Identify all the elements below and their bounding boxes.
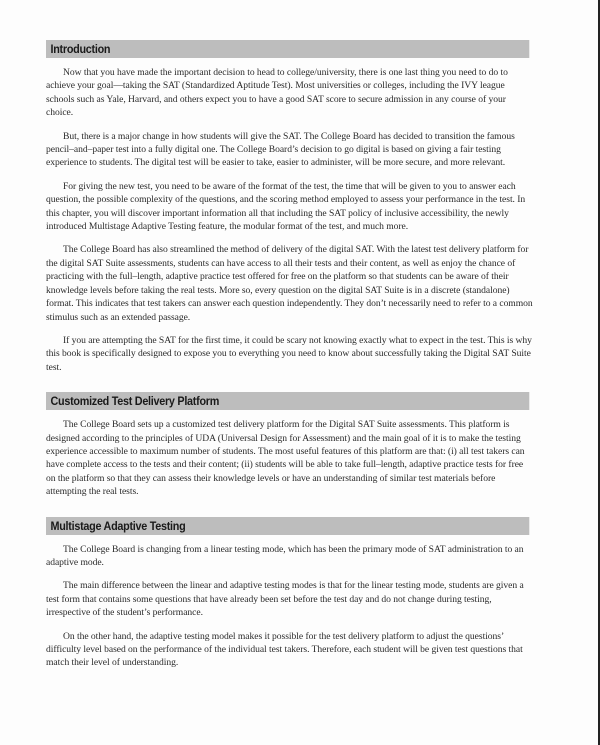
section-introduction [46,40,534,374]
paragraph: The College Board sets up a customized test delivery platform for the Digital SAT Suite assessments. This platform is designed according to the principles of UDA (Universal Design for Assessment) and the main goal of it is to make the testing experience accessible to maximum number of students. The most useful features of this platform are that: (i) all test takers can have complete access to the tests and their content; (ii) students will be able to take full–length, adaptive practice tests for free on the platform so that they can assess their knowledge levels or have an understanding of similar test materials before attempting the real tests. [46,419,525,498]
paragraph: Now that you have made the important decision to head to college/university, there is one last thing you need to do to achieve your goal—taking the SAT (Standardized Aptitude Test). Most universities or colleges, including the IVY league schools such as Yale, Harvard, and others expect you to have a good SAT score to secure admission in any course of your choice. [46,67,508,119]
paragraph: The College Board has also streamlined the method of delivery of the digital SAT. With the latest test delivery platform for the digital SAT Suite assessments, students can have access to all their tests and their content, as well as enjoy the chance of practicing with the full–length, adaptive practice test offered for free on the platform so that students can be aware of their knowledge levels before taking the real tests. More so, every question on the digital SAT Suite is in a discrete (standalone) format. This indicates that test takers can answer each question independently. They don’t necessarily need to refer to a common stimulus such as an extended passage. [46,244,533,323]
section-heading: Customized Test Delivery Platform [46,392,529,410]
section-heading: Introduction [46,40,529,58]
paragraph: For giving the new test, you need to be aware of the format of the test, the time that will be given to you to answer each question, the possible complexity of the questions, and the scoring method employed to assess your performance in the test. In this chapter, you will discover important information all that including the SAT policy of inclusive accessibility, the newly introduced Multistage Adaptive Testing feature, the modular format of the test, and much more. [46,180,526,233]
section-heading: Multistage Adaptive Testing [46,517,529,535]
section-multistage-adaptive-testing [46,517,534,670]
document-page [46,40,534,670]
section-customized-test-delivery-platform [46,392,534,498]
paragraph: But, there is a major change in how students will give the SAT. The College Board has decided to transition the famous pencil–and–paper test into a fully digital one. The College Board’s decision to go digital is based on giving a fair testing experience to students. The digital test will be easier to take, easier to administer, will be more secure, and more relevant. [46,130,515,169]
paragraph: If you are attempting the SAT for the first time, it could be scary not knowing exactly what to expect in the test. This is why this book is specifically designed to expose you to everything you need to know about successfully taking the Digital SAT Suite test. [46,334,532,373]
paragraph: On the other hand, the adaptive testing model makes it possible for the test delivery platform to adjust the questions’ difficulty level based on the performance of the individual test takers. Therefore, each student will be given test questions that match their level of understanding. [46,630,523,669]
paragraph: The College Board is changing from a linear testing mode, which has been the primary mode of SAT administration to an adaptive mode. [46,543,524,568]
paragraph: The main difference between the linear and adaptive testing modes is that for the linear testing mode, students are given a test form that contains some questions that have already been set before the test day and do not change during testing, irrespective of the student’s performance. [46,580,524,619]
